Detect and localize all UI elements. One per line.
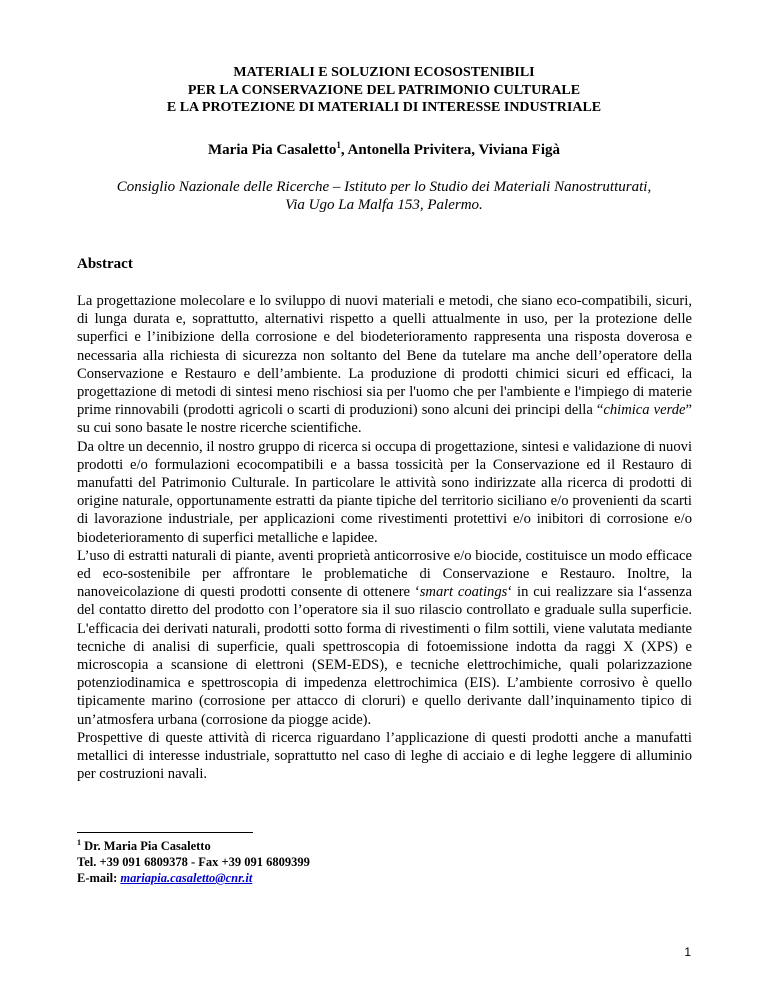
author-name-1: Maria Pia Casaletto bbox=[208, 142, 337, 158]
footnote-name-line bbox=[77, 838, 310, 854]
affiliation-line-2: Via Ugo La Malfa 153, Palermo. bbox=[285, 197, 483, 213]
footnote-separator bbox=[77, 832, 253, 833]
affiliation-line-1: Consiglio Nazionale delle Ricerche – Istituto per lo Studio dei Materiali Nanostrutturati, bbox=[116, 179, 652, 195]
abstract-body bbox=[77, 292, 692, 783]
title-line-3: E LA PROTEZIONE DI MATERIALI DI INTERESSE INDUSTRIALE bbox=[166, 100, 602, 115]
footnote-phone: Tel. +39 091 6809378 - Fax +39 091 6809399 bbox=[77, 855, 310, 869]
abstract-paragraph-3 bbox=[77, 547, 692, 729]
abstract-paragraph-2: Da oltre un decennio, il nostro gruppo di ricerca si occupa di progettazione, sintesi e validazione di nuovi prodotti e/o formulazioni ecocompatibili e a bassa tossicità per la Conservazione ed il Restauro di manufatti del Patrimonio Culturale. In particolare le attività sono indirizzate alla ricerca di prodotti di origine naturale, opportunamente estratti da piante tipiche del territorio siciliano e/o provenienti da scarti di lavorazione industriale, per applicazioni come rivestimenti protettivi e/o inibitori di corrosione e/o biodeterioramento di superfici metalliche e lapidee. bbox=[77, 438, 692, 546]
title-line-1: MATERIALI E SOLUZIONI ECOSOSTENIBILI bbox=[233, 65, 535, 80]
author-list bbox=[0, 141, 768, 159]
page-number: 1 bbox=[684, 945, 691, 959]
abstract-p3-text-a: L’uso di estratti naturali di piante, aventi proprietà anticorrosive e/o biocide, costituisce un modo efficace ed eco-sostenibile per affrontare le problematiche di Conservazione e Restauro. Inoltre, la nanoveicolazione di questi prodotti consente di ottenere ‘ bbox=[77, 547, 692, 601]
footnote-mark: 1 bbox=[77, 837, 81, 847]
footnote-email-line bbox=[77, 870, 310, 886]
abstract-heading: Abstract bbox=[77, 256, 133, 272]
email-link[interactable]: mariapia.casaletto@cnr.it bbox=[120, 871, 253, 885]
abstract-paragraph-4: Prospettive di queste attività di ricerca riguardano l’applicazione di questi prodotti anche a manufatti metallici di interesse industriale, soprattutto nel caso di leghe di acciaio e di leghe leggere di alluminio per costruzioni navali. bbox=[77, 729, 692, 783]
abstract-p1-emphasis: chimica verde bbox=[603, 402, 686, 419]
abstract-p3-emphasis: smart coatings bbox=[419, 584, 508, 601]
author-footnote-mark: 1 bbox=[336, 140, 341, 150]
footnote bbox=[77, 838, 310, 886]
abstract-p1-text-a: La progettazione molecolare e lo sviluppo di nuovi materiali e metodi, che siano eco-compatibili, sicuri, di lunga durata e, soprattutto, alternativi rispetto a quelli attualmente in uso, per la protezione delle superfici e l’inibizione della corrosione e del biodeterioramento rappresenta una risposta doverosa e necessaria alla richiesta di sicurezza non soltanto del Bene da tutelare ma anche dell’operatore della Conservazione e Restauro e dell’ambiente. La produzione di prodotti chimici sicuri ed efficaci, la progettazione di metodi di sintesi meno rischiosi sia per l'uomo che per l'ambiente e l'impiego di materie prime rinnovabili (prodotti agricoli o scarti di produzioni) sono alcuni dei principi della “ bbox=[77, 293, 692, 419]
title-line-2: PER LA CONSERVAZIONE DEL PATRIMONIO CULTURALE bbox=[187, 82, 581, 98]
abstract-paragraph-1 bbox=[77, 292, 692, 438]
author-names-others: , Antonella Privitera, Viviana Figà bbox=[340, 142, 560, 158]
affiliation bbox=[0, 178, 768, 214]
footnote-name: Dr. Maria Pia Casaletto bbox=[81, 839, 211, 853]
footnote-email-label: E-mail: bbox=[77, 871, 121, 885]
paper-title bbox=[0, 64, 768, 117]
abstract-p3-text-b: ‘ in cui realizzare sia l‘assenza del contatto diretto del prodotto con l’operatore sia il suo rilascio controllato e graduale sulla superficie. L'efficacia dei derivati naturali, prodotti sotto forma di rivestimenti o film sottili, viene valutata mediante tecniche di analisi di superficie, quali spettroscopia di fotoemissione indotta da raggi X (XPS) e microscopia a scansione di elettroni (SEM-EDS), e tecniche elettrochimiche, quali polarizzazione potenziodinamica e spettroscopia di impedenza elettrochimica (EIS). L’ambiente corrosivo è quello tipicamente marino (corrosione per attacco di cloruri) e quello derivante dall’inquinamento tipico di un’atmosfera urbana (corrosione da piogge acide). bbox=[77, 584, 692, 728]
abstract-p1-text-b: ” su cui sono basate le nostre ricerche scientifiche. bbox=[77, 402, 693, 437]
